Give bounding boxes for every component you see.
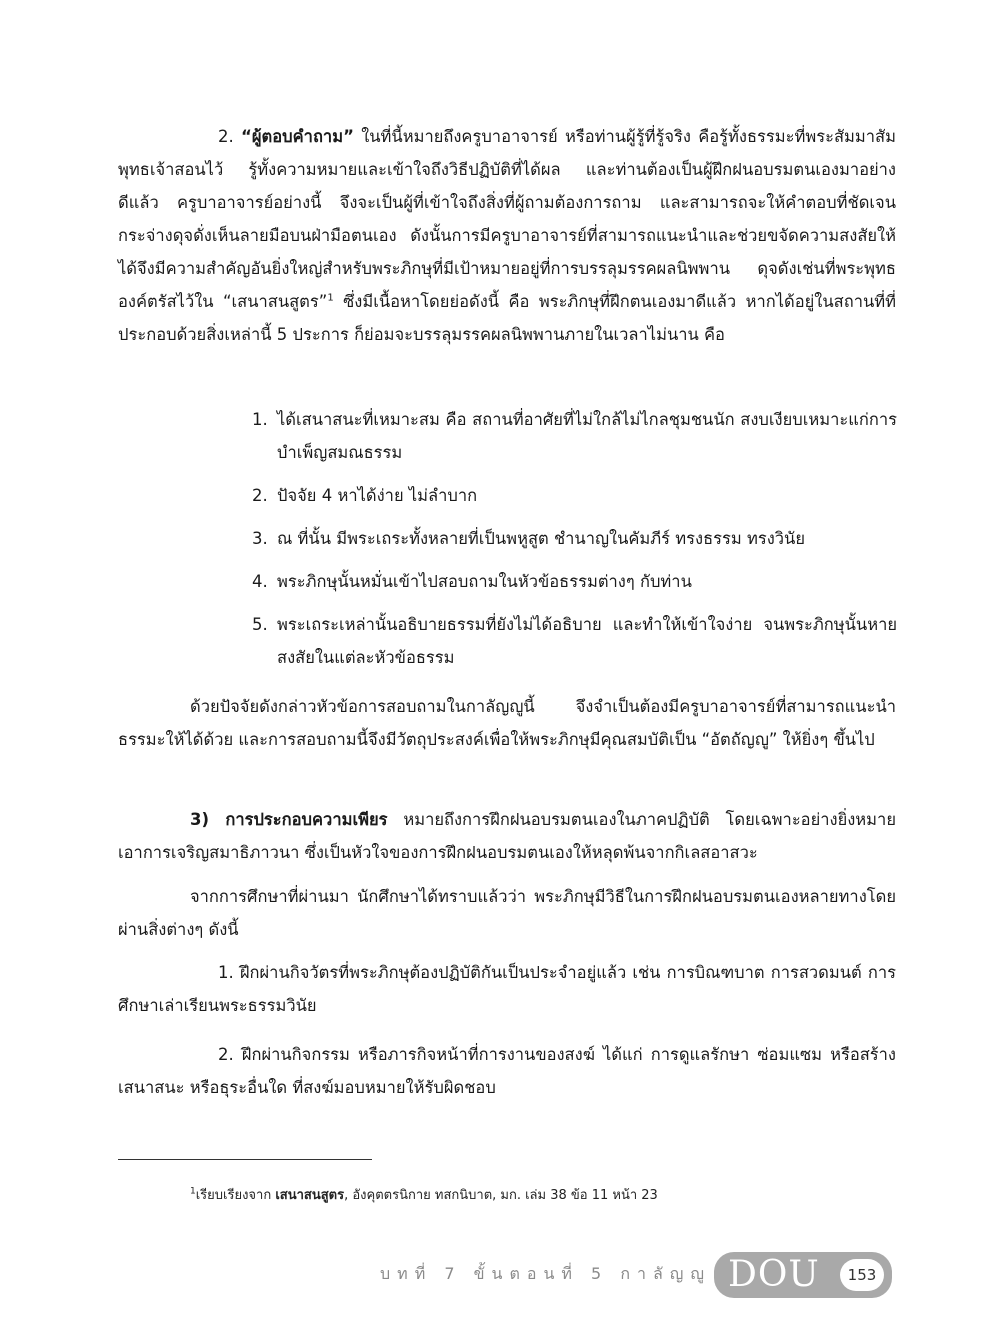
list-item-number: 2. <box>252 486 268 505</box>
paragraph-conclusion: ด้วยปัจจัยดังกล่าวหัวข้อการสอบถามในกาลัญญูนี้ จึงจำเป็นต้องมีครูบาอาจารย์ที่สามารถแนะนำธรรมะให้ได้ด้วย และการสอบถามนี้จึงมีวัตถุประสงค์เพื่อให้พระภิกษุมีคุณสมบัติเป็น “อัตถัญญู” ให้ยิ่งๆ ขึ้นไป <box>118 697 896 749</box>
numbered-list-five-factors <box>252 403 897 674</box>
list-item <box>252 608 897 674</box>
footnote-mark: 1 <box>190 1186 196 1197</box>
footnote-source: , อังคุตตรนิกาย ทสกนิบาต, มก. เล่ม 38 ข้อ 11 หน้า 23 <box>344 1188 658 1203</box>
list-item-number: 4. <box>252 572 268 591</box>
item-number: 2. <box>218 127 242 146</box>
footnote-prefix: เรียบเรียงจาก <box>195 1188 276 1203</box>
list-item-text: ได้เสนาสนะที่เหมาะสม คือ สถานที่อาศัยที่ไม่ใกล้ไม่ไกลชุมชนนัก สงบเงียบเหมาะแก่การบำเพ็ญสมณธรรม <box>277 410 897 462</box>
footer-badge <box>714 1252 892 1298</box>
paragraph-method-2: 2. ฝึกผ่านกิจกรรม หรือภารกิจหน้าที่การงานของสงฆ์ ได้แก่ การดูแลรักษา ซ่อมแซม หรือสร้างเสนาสนะ หรือธุระอื่นใด ที่สงฆ์มอบหมายให้รับผิดชอบ <box>118 1045 896 1097</box>
paragraph-text: หมายถึงการฝึกฝนอบรมตนเองในภาคปฏิบัติ โดยเฉพาะอย่างยิ่งหมายเอาการเจริญสมาธิภาวนา ซึ่งเป็นหัวใจของการฝึกฝนอบรมตนเองให้หลุดพ้นจากกิเลสอาสวะ <box>118 810 896 862</box>
term-respondent: “ผู้ตอบคำถาม” <box>241 127 354 146</box>
footer-chapter-title: บทที่ 7 ขั้นตอนที่ 5 กาลัญญู <box>380 1264 712 1283</box>
heading-effort: 3) การประกอบความเพียร <box>190 810 388 829</box>
paragraph-training-methods: จากการศึกษาที่ผ่านมา นักศึกษาได้ทราบแล้วว่า พระภิกษุมีวิธีในการฝึกฝนอบรมตนเองหลายทางโดยผ่านสิ่งต่างๆ ดังนี้ <box>118 887 896 939</box>
dou-logo: DOU <box>728 1254 820 1295</box>
list-item-number: 1. <box>252 410 268 429</box>
footnote-divider <box>118 1159 372 1160</box>
footnote-reference[interactable]: 1 <box>327 292 334 304</box>
paragraph-text: ในที่นี้หมายถึงครูบาอาจารย์ หรือท่านผู้รู้ที่รู้จริง คือรู้ทั้งธรรมะที่พระสัมมาสัมพุทธเจ้าสอนไว้ รู้ทั้งความหมายและเข้าใจถึงวิธีปฏิบัติที่ได้ผล และท่านต้องเป็นผู้ฝึกฝนอบรมตนเองมาอย่างดีแล้ว ครูบาอาจารย์อย่างนี้ จึงจะเป็นผู้ที่เข้าใจถึงสิ่งที่ผู้ถามต้องการถาม และสามารถจะให้คำตอบที่ชัดเจนกระจ่างดุจดั่งเห็นลายมือบนฝ่ามือตนเอง ดังนั้นการมีครูบาอาจารย์ที่สามารถแนะนำและช่วยขจัดความสงสัยให้ได้จึงมีความสำคัญอันยิ่งใหญ่สำหรับพระภิกษุที่มีเป้าหมายอยู่ที่การบรรลุมรรคผลนิพพาน ดุจดังเช่นที่พระพุทธองค์ตรัสไว้ใน “เสนาสนสูตร” <box>118 127 896 311</box>
list-item <box>252 565 897 598</box>
paragraph-method-1: 1. ฝึกผ่านกิจวัตรที่พระภิกษุต้องปฏิบัติกันเป็นประจำอยู่แล้ว เช่น การบิณฑบาต การสวดมนต์ การศึกษาเล่าเรียนพระธรรมวินัย <box>118 963 896 1015</box>
list-item-text: พระภิกษุนั้นหมั่นเข้าไปสอบถามในหัวข้อธรรมต่างๆ กับท่าน <box>277 572 692 591</box>
paragraph-text-continued: ซึ่งมีเนื้อหาโดยย่อดังนี้ คือ พระภิกษุที่ฝึกตนเองมาดีแล้ว หากได้อยู่ในสถานที่ที่ประกอบด้วยสิ่งเหล่านี้ 5 ประการ ก็ย่อมจะบรรลุมรรคผลนิพพานภายในเวลาไม่นาน คือ <box>118 292 896 344</box>
list-item <box>252 479 897 512</box>
list-item-number: 5. <box>252 615 268 634</box>
paragraph-respondent <box>118 120 896 351</box>
list-item-text: ณ ที่นั้น มีพระเถระทั้งหลายที่เป็นพหูสูต ชำนาญในคัมภีร์ ทรงธรรม ทรงวินัย <box>277 529 805 548</box>
footnote <box>190 1186 658 1206</box>
list-item-text: พระเถระเหล่านั้นอธิบายธรรมที่ยังไม่ได้อธิบาย และทำให้เข้าใจง่าย จนพระภิกษุนั้นหายสงสัยในแต่ละหัวข้อธรรม <box>277 615 897 667</box>
paragraph-effort <box>118 803 896 869</box>
list-item-text: ปัจจัย 4 หาได้ง่าย ไม่ลำบาก <box>277 486 478 505</box>
list-item-number: 3. <box>252 529 268 548</box>
page-number: 153 <box>840 1259 884 1291</box>
footnote-title: เสนาสนสูตร <box>275 1188 345 1203</box>
list-item <box>252 403 897 469</box>
list-item <box>252 522 897 555</box>
